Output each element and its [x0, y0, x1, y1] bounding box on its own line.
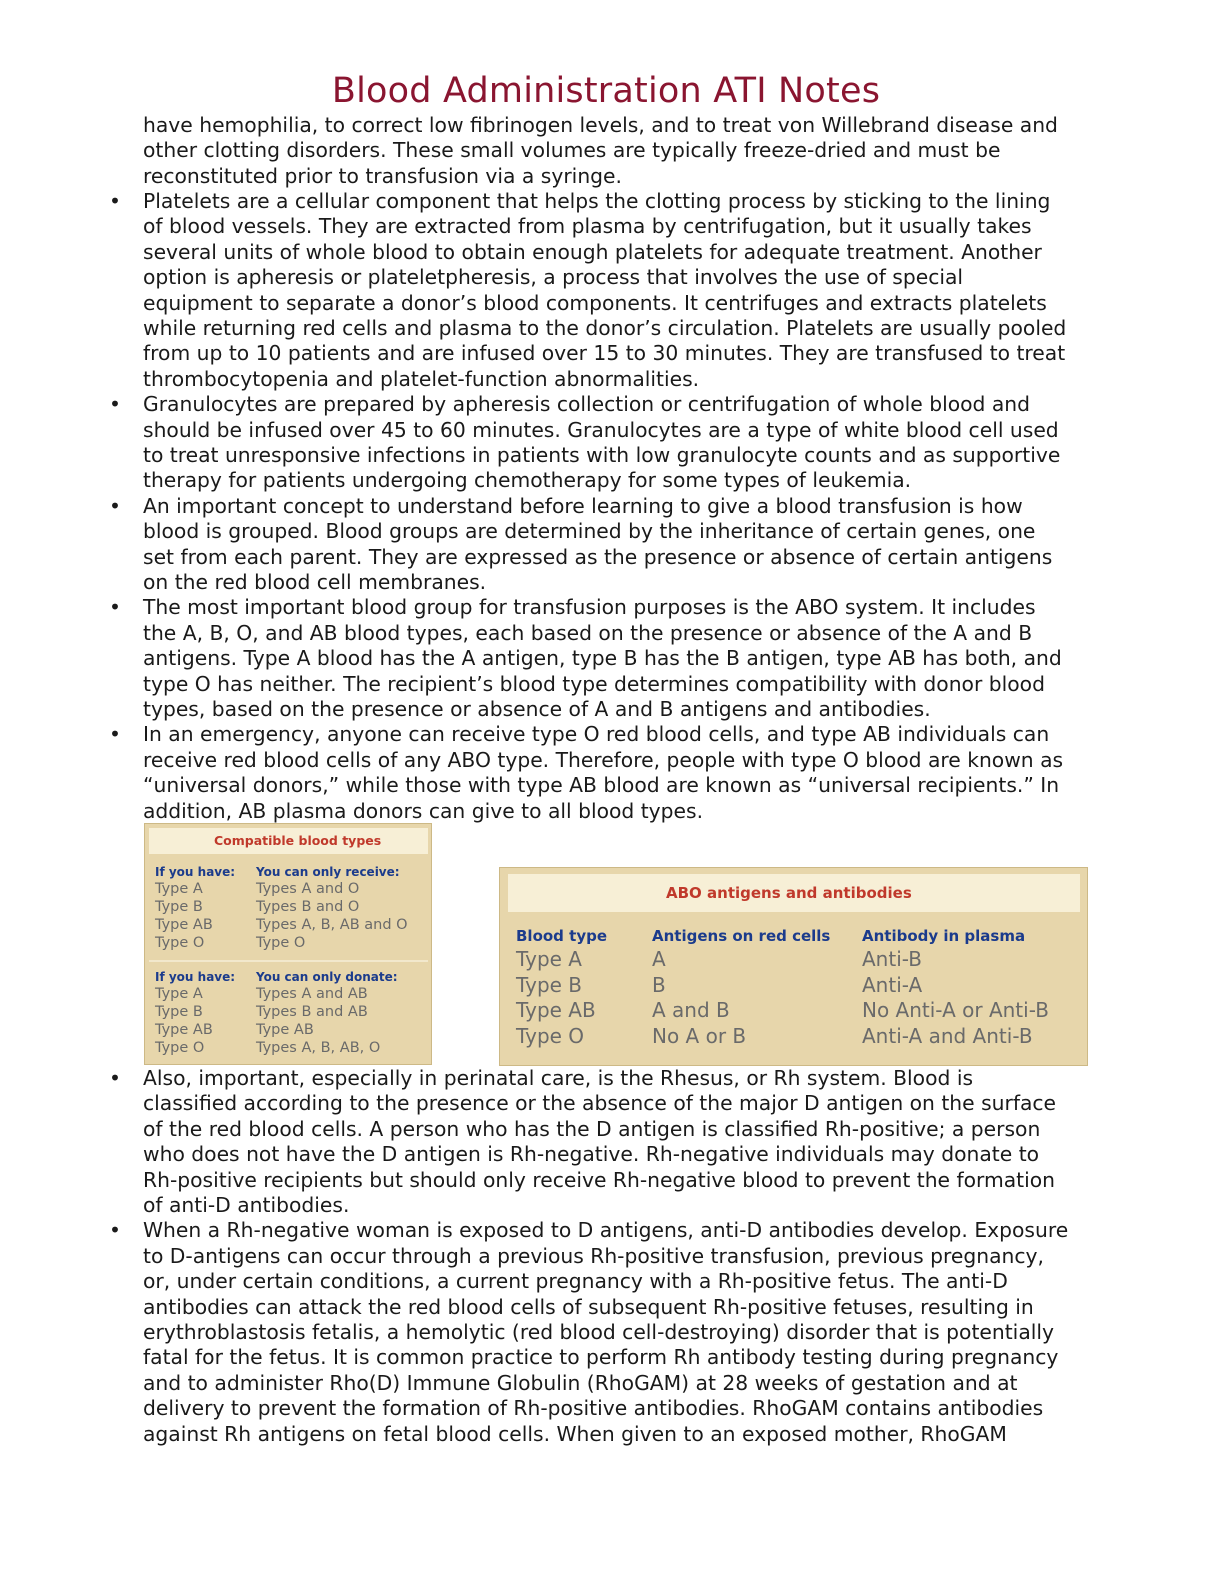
text-line: several units of whole blood to obtain enough platelets for adequate treatment. Another	[143, 239, 1042, 264]
bullet-icon: •	[109, 493, 121, 518]
abo-antigens-table	[499, 867, 1088, 1066]
text-line: blood is grouped. Blood groups are determined by the inheritance of certain genes, one	[143, 519, 1036, 544]
text-line: Rh-positive recipients but should only receive Rh-negative blood to prevent the formation	[143, 1167, 1056, 1192]
text-line: antigens. Type A blood has the A antigen, type B has the B antigen, type AB has both, and	[143, 646, 1062, 671]
text-line: equipment to separate a donor’s blood components. It centrifuges and extracts platelets	[143, 290, 1047, 315]
table-cell: Type A	[516, 947, 582, 971]
table-cell: No Anti-A or Anti-B	[862, 998, 1049, 1022]
table-cell: Type O	[155, 935, 205, 951]
bullet-icon: •	[109, 189, 121, 213]
table-header: Blood type	[516, 927, 608, 945]
page-title: Blood Administration ATI Notes	[331, 71, 881, 111]
table-cell: Type AB	[155, 1022, 213, 1038]
text-line: set from each parent. They are expressed as the presence or absence of certain antigens	[143, 544, 1053, 569]
table-cell: Types A, B, AB, O	[256, 1040, 381, 1056]
text-line: An important concept to understand before learning to give a blood transfusion is how	[143, 493, 1023, 518]
text-line: The most important blood group for transfusion purposes is the ABO system. It includes	[143, 595, 1036, 620]
text-line: Granulocytes are prepared by apheresis collection or centrifugation of whole blood and	[143, 392, 1031, 417]
text-line: classified according to the presence or the absence of the major D antigen on the surface	[143, 1091, 1057, 1116]
text-line: the A, B, O, and AB blood types, each based on the presence or absence of the A and B	[143, 620, 1033, 645]
table-cell: Type B	[516, 972, 583, 997]
table-cell: Anti-A and Anti-B	[862, 1023, 1033, 1048]
text-line: of anti-D antibodies.	[143, 1193, 350, 1217]
table-cell: Type B	[155, 1004, 203, 1020]
text-line: therapy for patients undergoing chemotherapy for some types of leukemia.	[143, 468, 912, 493]
bullet-icon: •	[109, 722, 121, 747]
text-line: addition, AB plasma donors can give to all blood types.	[143, 798, 704, 823]
compatible-blood-types-table	[144, 823, 432, 1065]
text-line: delivery to prevent the formation of Rh-positive antibodies. RhoGAM contains antibodies	[143, 1396, 1044, 1421]
text-line: and to administer Rho(D) Immune Globulin (RhoGAM) at 28 weeks of gestation and at	[143, 1370, 1018, 1395]
compatible-table-title: Compatible blood types	[149, 828, 428, 854]
table-cell: A and B	[652, 998, 730, 1022]
text-line: from up to 10 patients and are infused over 15 to 30 minutes. They are transfused to treat	[143, 341, 1066, 366]
text-line: In an emergency, anyone can receive type O red blood cells, and type AB individuals can	[143, 722, 1050, 747]
table-cell: Types A and O	[256, 881, 360, 897]
table-cell: B	[652, 972, 666, 997]
table-cell: Type A	[155, 986, 203, 1002]
table-cell: Type B	[155, 899, 203, 915]
table-cell: Types B and AB	[256, 1004, 368, 1020]
table-cell: Anti-B	[862, 947, 922, 971]
bullet-icon: •	[109, 1218, 121, 1243]
bullet-icon: •	[109, 1066, 121, 1090]
text-line: to D-antigens can occur through a previous Rh-positive transfusion, previous pregnancy,	[143, 1243, 1044, 1268]
table-cell: Type AB	[516, 998, 596, 1022]
table-cell: Type AB	[256, 1022, 314, 1038]
table-header: If you have:	[155, 970, 236, 984]
text-line: When a Rh-negative woman is exposed to D antigens, anti-D antibodies develop. Exposure	[143, 1218, 1069, 1243]
table-cell: Types A, B, AB and O	[256, 917, 408, 933]
table-divider	[149, 960, 428, 962]
text-line: of the red blood cells. A person who has the D antigen is classified Rh-positive; a person	[143, 1116, 1041, 1141]
text-line: while returning red cells and plasma to the donor’s circulation. Platelets are usually pooled	[143, 316, 1067, 340]
table-header: You can only receive:	[256, 865, 400, 879]
text-line: of blood vessels. They are extracted from plasma by centrifugation, but it usually takes	[143, 214, 1032, 239]
text-line: on the red blood cell membranes.	[143, 569, 487, 594]
table-cell: Anti-A	[862, 972, 923, 997]
text-line: Platelets are a cellular component that helps the clotting process by sticking to the lining	[143, 189, 1051, 213]
text-line: receive red blood cells of any ABO type. Therefore, people with type O blood are known as	[143, 747, 1064, 772]
text-line: other clotting disorders. These small volumes are typically freeze-dried and must be	[143, 138, 1001, 163]
abo-table-title: ABO antigens and antibodies	[508, 874, 1080, 912]
text-line: thrombocytopenia and platelet-function abnormalities.	[143, 366, 700, 391]
text-line: types, based on the presence or absence of A and B antigens and antibodies.	[143, 696, 931, 721]
text-line: fatal for the fetus. It is common practice to perform Rh antibody testing during pregnancy	[143, 1345, 1059, 1370]
table-cell: Type A	[155, 881, 203, 897]
text-line: erythroblastosis fetalis, a hemolytic (red blood cell-destroying) disorder that is potentially	[143, 1319, 1055, 1344]
table-cell: No A or B	[652, 1023, 747, 1048]
table-header: You can only donate:	[256, 970, 398, 984]
table-cell: Type AB	[155, 917, 213, 933]
text-line: to treat unresponsive infections in patients with low granulocyte counts and as supportive	[143, 442, 1061, 467]
text-line: type O has neither. The recipient’s blood type determines compatibility with donor blood	[143, 671, 1045, 696]
text-line: against Rh antigens on fetal blood cells. When given to an exposed mother, RhoGAM	[143, 1421, 1007, 1446]
bullet-icon: •	[109, 392, 121, 417]
text-line: reconstituted prior to transfusion via a syringe.	[143, 163, 622, 188]
text-line: should be infused over 45 to 60 minutes. Granulocytes are a type of white blood cell used	[143, 417, 1059, 442]
text-line: or, under certain conditions, a current pregnancy with a Rh-positive fetus. The anti-D	[143, 1269, 1008, 1294]
text-line: option is apheresis or plateletpheresis, a process that involves the use of special	[143, 265, 964, 290]
table-cell: A	[652, 947, 666, 971]
table-cell: Type O	[516, 1023, 585, 1048]
text-line: who does not have the D antigen is Rh-negative. Rh-negative individuals may donate to	[143, 1142, 1040, 1167]
table-header: Antigens on red cells	[652, 927, 831, 945]
table-cell: Types B and O	[256, 899, 360, 915]
text-line: antibodies can attack the red blood cells of subsequent Rh-positive fetuses, resulting in	[143, 1294, 1034, 1319]
table-cell: Type O	[155, 1040, 205, 1056]
table-cell: Types A and AB	[256, 986, 368, 1002]
text-line: Also, important, especially in perinatal care, is the Rhesus, or Rh system. Blood is	[143, 1066, 974, 1090]
table-cell: Type O	[256, 935, 306, 951]
text-line: “universal donors,” while those with type AB blood are known as “universal recipients.” In	[143, 773, 1060, 798]
bullet-icon: •	[109, 595, 121, 620]
table-header: Antibody in plasma	[862, 927, 1026, 945]
table-header: If you have:	[155, 865, 236, 879]
text-line: have hemophilia, to correct low fibrinogen levels, and to treat von Willebrand disease and	[143, 113, 1058, 137]
